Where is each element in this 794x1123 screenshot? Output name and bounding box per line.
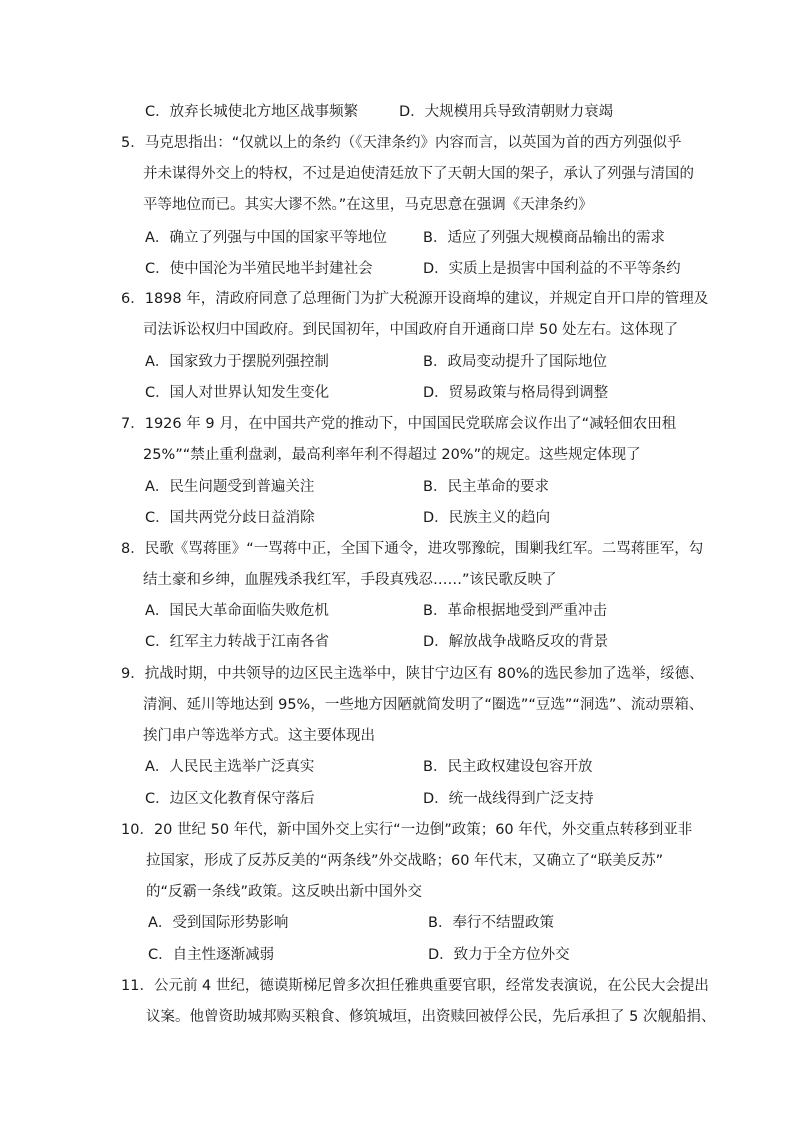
- q5-option-a: A．确立了列强与中国的国家平等地位: [145, 230, 387, 246]
- question-number: 10．: [121, 822, 154, 838]
- q7-option-c: C．国共两党分歧日益消除: [145, 510, 315, 526]
- question-6-line-2: 司法诉讼权归中国政府。到民国初年，中国政府自开通商口岸 50 处左右。这体现了: [143, 322, 679, 338]
- question-5-line-2: 并未谋得外交上的特权，不过是迫使清廷放下了天朝大国的架子，承认了列强与清国的: [143, 166, 694, 182]
- question-text: 民歌《骂蒋匪》“一骂蒋中正，全国下通令，进攻鄂豫皖，围剿我红军。二骂蒋匪军，勾: [144, 541, 704, 557]
- q8-option-c: C．红军主力转战于江南各省: [145, 634, 330, 650]
- question-9-line-3: 挨门串户等选举方式。这主要体现出: [143, 728, 375, 744]
- question-9-line-2: 清涧、延川等地达到 95%，一些地方因陋就简发明了“圈选”“豆选”“洞选”、流动票箱、: [143, 697, 704, 713]
- question-text: 马克思指出：“仅就以上的条约（《天津条约》内容而言，以英国为首的西方列强似乎: [144, 135, 682, 151]
- q6-option-a: A．国家致力于摆脱列强控制: [145, 354, 329, 370]
- question-5-line-1: [121, 133, 682, 153]
- question-number: 6．: [121, 291, 145, 307]
- q5-option-b: B．适应了列强大规模商品输出的需求: [423, 230, 665, 246]
- question-7-line-2: 25%”“禁止重利盘剥，最高利率年利不得超过 20%”的规定。这些规定体现了: [143, 447, 641, 463]
- question-number: 9．: [121, 666, 145, 682]
- question-text: 1926 年 9 月，在中国共产党的推动下，中国国民党联席会议作出了“减轻佃农田租: [144, 416, 677, 432]
- q8-option-a: A．国民大革命面临失败危机: [145, 603, 329, 619]
- q4-option-d: D．大规模用兵导致清朝财力衰竭: [399, 104, 614, 120]
- q7-option-b: B．民主革命的要求: [423, 479, 549, 495]
- question-11-line-2: 议案。他曾资助城邦购买粮食、修筑城垣，出资赎回被俘公民，先后承担了 5 次舰船捐、: [146, 1009, 716, 1025]
- question-10-line-3: 的“反霸一条线”政策。这反映出新中国外交: [146, 884, 423, 900]
- question-9-line-1: [121, 664, 704, 684]
- q7-option-a: A．民生问题受到普遍关注: [145, 479, 315, 495]
- q9-option-d: D．统一战线得到广泛支持: [423, 791, 594, 807]
- q9-option-a: A．人民民主选举广泛真实: [145, 759, 315, 775]
- q8-option-b: B．革命根据地受到严重冲击: [423, 603, 607, 619]
- q6-option-c: C．国人对世界认知发生变化: [145, 385, 330, 401]
- question-text: 公元前 4 世纪，德谟斯梯尼曾多次担任雅典重要官职，经常发表演说，在公民大会提出: [153, 978, 709, 994]
- question-6-line-1: [121, 289, 708, 309]
- question-5-line-3: 平等地位而已。其实大谬不然。”在这里，马克思意在强调《天津条约》: [143, 197, 593, 213]
- q4-option-c: C．放弃长城使北方地区战事频繁: [145, 104, 359, 120]
- question-8-line-2: 结土豪和乡绅，血腥残杀我红军，手段真残忍……”该民歌反映了: [143, 572, 557, 588]
- question-text: 1898 年，清政府同意了总理衙门为扩大税源开设商埠的建议，并规定自开口岸的管理及: [144, 291, 709, 307]
- q5-option-d: D．实质上是损害中国利益的不平等条约: [423, 261, 681, 277]
- q7-option-d: D．民族主义的趋向: [423, 510, 551, 526]
- q10-option-a: A．受到国际形势影响: [148, 915, 289, 931]
- question-7-line-1: [121, 414, 676, 434]
- question-10-line-2: 拉国家，形成了反苏反美的“两条线”外交战略；60 年代末，又确立了“联美反苏”: [146, 853, 664, 869]
- question-number: 7．: [121, 416, 145, 432]
- q6-option-d: D．贸易政策与格局得到调整: [423, 385, 609, 401]
- q9-option-b: B．民主政权建设包容开放: [423, 759, 593, 775]
- q10-option-d: D．致力于全方位外交: [428, 947, 570, 963]
- q5-option-c: C．使中国沦为半殖民地半封建社会: [145, 261, 373, 277]
- question-11-line-1: [121, 976, 709, 996]
- question-text: 20 世纪 50 年代，新中国外交上实行“一边倒”政策；60 年代，外交重点转移到亚非: [153, 822, 693, 838]
- question-number: 8．: [121, 541, 145, 557]
- q6-option-b: B．政局变动提升了国际地位: [423, 354, 607, 370]
- q10-option-b: B．奉行不结盟政策: [428, 915, 554, 931]
- question-8-line-1: [121, 539, 703, 559]
- q9-option-c: C．边区文化教育保守落后: [145, 791, 315, 807]
- q10-option-c: C．自主性逐渐减弱: [148, 947, 275, 963]
- question-number: 11．: [121, 978, 154, 994]
- question-number: 5．: [121, 135, 145, 151]
- question-10-line-1: [121, 820, 692, 840]
- q8-option-d: D．解放战争战略反攻的背景: [423, 634, 609, 650]
- question-text: 抗战时期，中共领导的边区民主选举中，陕甘宁边区有 80%的选民参加了选举，绥德、: [144, 666, 704, 682]
